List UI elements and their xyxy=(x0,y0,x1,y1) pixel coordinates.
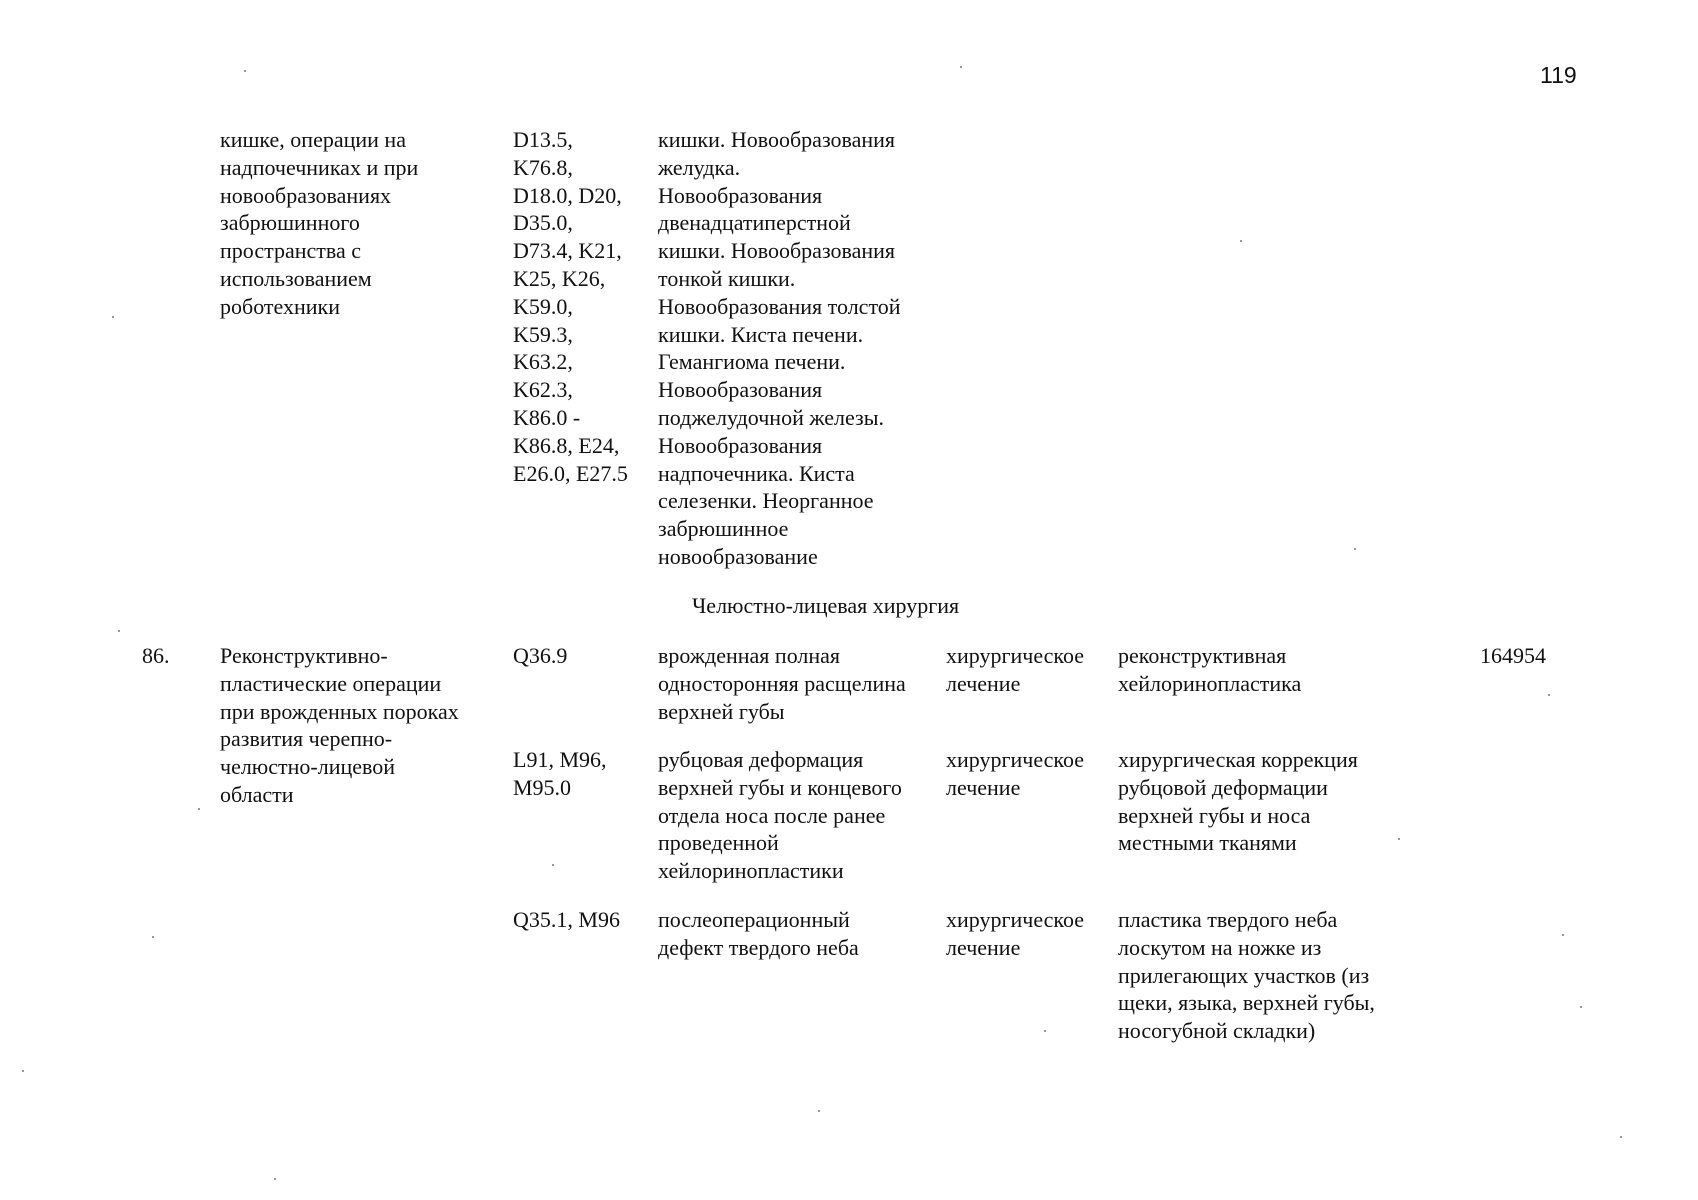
scan-speck xyxy=(960,66,962,68)
scan-speck xyxy=(1562,934,1564,936)
row-cost: 164954 xyxy=(1480,643,1546,668)
scan-speck xyxy=(152,936,154,938)
subrow-method: хирургическая коррекция рубцовой деформации верхней губы и носа местными тканями xyxy=(1118,747,1358,856)
scan-speck xyxy=(118,630,120,632)
scan-speck xyxy=(112,316,114,318)
subrow-treatment: хирургическое лечение xyxy=(946,643,1085,696)
subrow-codes: Q36.9 xyxy=(513,643,568,668)
subrow-method: пластика твердого неба лоскутом на ножке из прилегающих участков (из щеки, языка, верхней губы, носогубной складки) xyxy=(1118,907,1375,1044)
subrow-diagnosis: послеоперационный дефект твердого неба xyxy=(658,907,859,960)
row-name: Реконструктивно- пластические операции при врожденных пороках развития черепно- челюстно-лицевой области xyxy=(220,643,459,807)
scan-speck xyxy=(1548,694,1550,696)
subrow-diagnosis: врожденная полная односторонняя расщелина верхней губы xyxy=(658,643,906,724)
scan-speck xyxy=(1240,240,1242,242)
subrow-treatment: хирургическое лечение xyxy=(946,907,1085,960)
page-number: 119 xyxy=(1540,62,1577,88)
subrow-method: реконструктивная хейлоринопластика xyxy=(1118,643,1302,696)
scan-speck xyxy=(244,70,246,72)
subrow-codes: L91, M96, M95.0 xyxy=(513,747,607,800)
continued-row-diagnosis: кишки. Новообразования желудка. Новообразования двенадцатиперстной кишки. Новообразования тонкой кишки. Новообразования толстой кишки. Киста печени. Гемангиома печени. Новообразования поджелудочной железы. Новообразования надпочечника. Киста селезенки. Неорганное забрюшинное новообразование xyxy=(658,127,901,569)
scan-speck xyxy=(1580,1006,1582,1008)
section-heading: Челюстно-лицевая хирургия xyxy=(692,593,960,618)
subrow-treatment: хирургическое лечение xyxy=(946,747,1085,800)
subrow-diagnosis: рубцовая деформация верхней губы и концевого отдела носа после ранее проведенной хейлоринопластики xyxy=(658,747,902,884)
scan-speck xyxy=(1398,838,1400,840)
scan-speck xyxy=(1044,1030,1046,1032)
scan-speck xyxy=(1620,1136,1622,1138)
continued-row-name: кишке, операции на надпочечниках и при новообразованиях забрюшинного пространства с использованием роботехники xyxy=(220,127,419,319)
scan-speck xyxy=(1354,548,1356,550)
subrow-codes: Q35.1, M96 xyxy=(513,907,620,932)
scan-speck xyxy=(22,1070,24,1072)
scan-speck xyxy=(818,1110,820,1112)
scan-speck xyxy=(198,808,200,810)
row-number: 86. xyxy=(142,643,170,668)
scan-speck xyxy=(552,864,554,866)
continued-row-codes: D13.5, K76.8, D18.0, D20, D35.0, D73.4, K21, K25, K26, K59.0, K59.3, K63.2, K62.3, K86.0 - K86.8, E24, E26.0, E27.5 xyxy=(513,127,628,486)
scan-speck xyxy=(274,1178,276,1180)
